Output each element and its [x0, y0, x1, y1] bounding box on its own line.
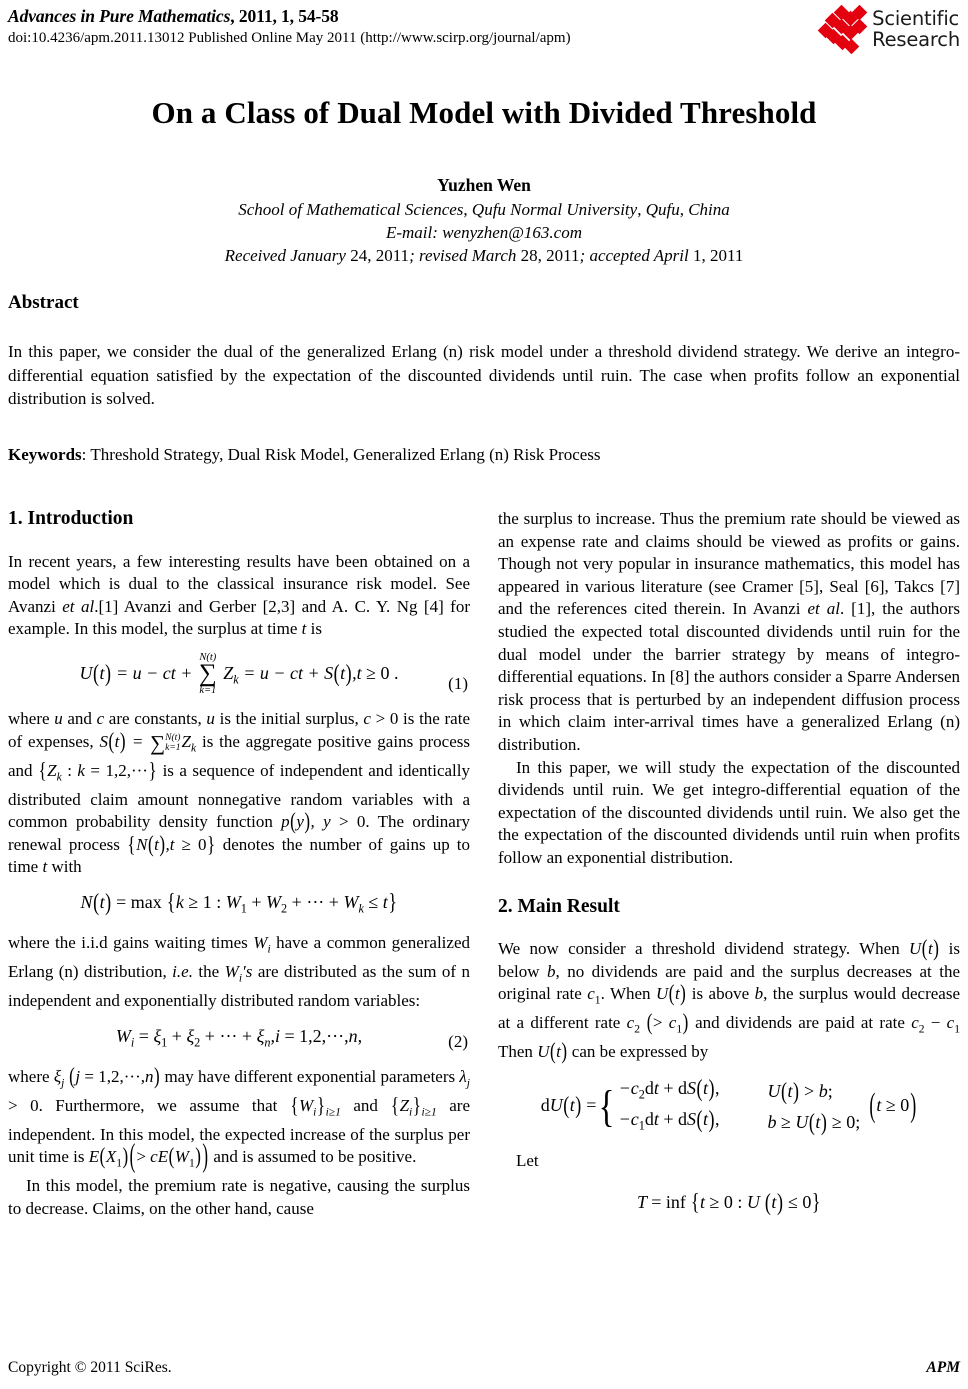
intro-paragraph-5: In this model, the premium rate is negative, causing the surplus to decrease. Claims, on the other hand, cause	[8, 1176, 470, 1218]
journal-issue-info: , 2011, 1, 54-58	[230, 6, 339, 26]
abstract-text: In this paper, we consider the dual of the generalized Erlang (n) risk model under a threshold dividend strategy. We derive an integro-differential equation satisfied by the expectation of the discounted dividends until ruin. The case when profits follow an exponential distribution is solved.	[8, 342, 960, 408]
publisher-logo	[820, 6, 960, 52]
author-email-line: E-mail: wenyzhen@163.com	[385, 223, 582, 242]
equation-1-number: (1)	[448, 674, 468, 694]
page-header	[8, 6, 960, 66]
right-column	[498, 508, 960, 1225]
affiliation-university: Qufu Normal University	[471, 200, 638, 219]
submission-dates: Received January 24, 2011; revised March 28, 2011; accepted April 1, 2011	[224, 246, 744, 265]
accepted-label: accepted April	[589, 246, 689, 265]
publisher-name-line1: Scientific	[872, 7, 960, 30]
revised-label: revised March	[418, 246, 517, 265]
journal-abbreviation: APM	[926, 1359, 960, 1376]
equation-1: U(t) = u − ct + N(t) ∑ k=1 $Z_k = u$ − ct + S(t),t ≥ 0 . (1)	[79, 651, 468, 696]
intro-paragraph-1: In recent years, a few interesting results have been obtained on a model which is dual to the classical insurance risk model. See Avanzi et al.[1] Avanzi and Gerber [2,3] and A. C. Y. Ng [4] for example. In this model, the surplus at time t is	[8, 551, 470, 639]
equation-2: $W_i = \xi_1 + \xi_2$ + ··· + $\xi_n,i = 1,2,\cdot\cdot\cdot,n$, (2)	[8, 1025, 470, 1054]
paper-title: On a Class of Dual Model with Divided Threshold	[151, 95, 817, 130]
intro-paragraph-4: where $\xi_j$ (j = 1,2,···,n) may have different exponential parameters $\lambda_j > 0$. Furthermore, we assume that $\{W_i\}_{i\ge 1}$ and $\{Z_i\}_{i\ge 1}$ are independent. In this model, the expected increase of the surplus per unit time is $E(X_1)(> cE(W_1))$ and is assumed to be positive.	[8, 1063, 471, 1175]
publisher-name	[872, 8, 960, 50]
keywords-values: : Threshold Strategy, Dual Risk Model, Generalized Erlang (n) Risk Process	[81, 445, 601, 464]
journal-citation-line	[8, 6, 960, 30]
section-heading-introduction: 1. Introduction	[8, 508, 134, 529]
email-address[interactable]: wenyzhen@163.com	[442, 223, 582, 242]
equation-piecewise-dU: dU(t) ={ $-c_2dt + dS(t)$, U(t) > b; $-c_1dt + dS(t)$, b ≥ U(t) ≥ 0; (t ≥ 0)	[498, 1076, 960, 1138]
keywords-label: Keywords	[8, 445, 82, 464]
right-paragraph-1: the surplus to increase. Thus the premium rate should be viewed as an expense rate and claims should be viewed as profits or gains. Though not very popular in insurance mathematics, this model has appeared in various literature (see Cramer [5], Seal [6], Takcs [7] and the references cited therein. In Avanzi et al. [1], the authors studied the expected total discounted dividends until ruin for the dual model under the barrier strategy by means of integro-differential equations. In [8] the authors consider a Sparre Andersen risk process that is perturbed by an independent diffusion process in which claim inter-arrival times have a generalized Erlang (n) distribution.	[498, 509, 960, 754]
author-name: Yuzhen Wen	[437, 175, 531, 195]
equation-renewal-max: N(t) = max {k ≥ 1 : $W_1 + W_2$ + ··· + $W_k \le t$}	[80, 888, 397, 916]
abstract-heading: Abstract	[8, 292, 79, 313]
right-paragraph-2: In this paper, we will study the expectation of the discounted dividends until ruin. We get integro-differential equation of the expectation of the discounted dividends until ruin. We also get the the expectation of the discounted dividends until ruin when profits follow an exponential distribution.	[498, 757, 960, 867]
section-heading-main-result: 2. Main Result	[498, 895, 620, 917]
email-label: E-mail	[385, 223, 433, 242]
ie-italic: i.e.	[172, 962, 193, 982]
journal-title: Advances in Pure Mathematics	[8, 6, 231, 26]
equation-ruin-time: T = inf {t ≥ 0 : U (t) ≤ 0}	[637, 1188, 821, 1216]
publisher-name-line2: Research	[872, 28, 960, 51]
left-column	[8, 508, 470, 1221]
equation-2-number: (2)	[448, 1032, 468, 1052]
let-label: Let	[516, 1151, 539, 1171]
doi-line: doi:10.4236/apm.2011.13012 Published Online May 2011 (http://www.scirp.org/journal/apm)	[8, 30, 571, 46]
intro-paragraph-2: where u and c are constants, u is the initial surplus, c > 0 is the rate of expenses, S(t) = ∑ N(t) k=1 $Z_k$ is the aggregate positive gains process and {$Z_k$ : k = 1,2,···} is a sequence of independent and identically distributed claim amount nonnegative random variables with a common probability density function p(y), y > 0. The ordinary renewal process {N(t),t ≥ 0} denotes the number of gains up to time t with	[8, 708, 471, 877]
et-al-italic-right: et al	[807, 599, 840, 619]
main-result-paragraph: We now consider a threshold dividend strategy. When U(t) is below b, no dividends are paid and the surplus decreases at the original rate $c_1$. When U(t) is above b, the surplus would decrease at a different rate $c_2$ (> $c_1$) and dividends are paid at rate $c_2 - c_1$ Then U(t) can be expressed by	[498, 935, 960, 1065]
affiliation-country: China	[688, 200, 730, 219]
author-affiliation: School of Mathematical Sciences, Qufu Normal University, Qufu, China	[238, 200, 730, 219]
author-block	[40, 175, 928, 266]
affiliation-city: Qufu	[645, 200, 680, 219]
et-al-italic: et al	[62, 596, 95, 616]
keywords-line	[8, 443, 960, 466]
page-footer	[8, 1359, 960, 1377]
diamond-cluster-icon	[820, 6, 866, 52]
piecewise-definition: { $-c_2dt + dS(t)$, U(t) > b; $-c_1dt + dS(t)$, b ≥ U(t) ≥ 0;	[599, 1074, 861, 1136]
intro-paragraph-3: where the i.i.d gains waiting times $W_i$ have a common generalized Erlang (n) distribution, i.e. the $W_i's$ are distributed as the sum of n independent and exponentially distributed random variables:	[8, 933, 471, 1011]
affiliation-school: School of Mathematical Sciences	[238, 200, 464, 219]
received-label: Received January	[224, 246, 346, 265]
copyright-text: Copyright © 2011 SciRes.	[8, 1359, 172, 1376]
